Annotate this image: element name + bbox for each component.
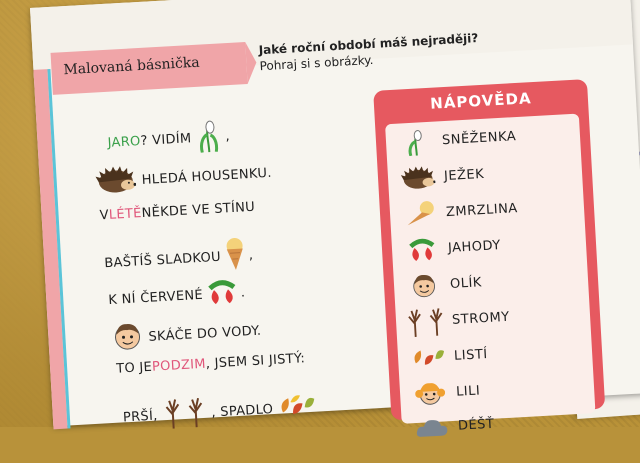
question-heading: Jaké roční období máš nejraději? (258, 31, 479, 58)
hint-item: OLÍK (397, 261, 588, 302)
instruction-text: Pohraj si s obrázky. (259, 52, 374, 74)
ice-cream-icon (393, 199, 446, 228)
poem-line-1: JARO ? VIDÍM , (107, 117, 231, 162)
poem-line-5: K NÍ ČERVENÉ . (108, 276, 247, 316)
hint-item: DÉŠŤ (405, 403, 596, 444)
poem-line-7: TO JE PODZIM , JSEM SI JISTÝ: (115, 351, 306, 377)
girl-face-icon (403, 378, 456, 409)
trees-icon (161, 395, 209, 434)
snowdrop-icon (389, 126, 442, 157)
leaves-icon (401, 343, 454, 372)
rain-cloud-icon (405, 415, 458, 440)
hint-item: SNĚŽENKA (389, 118, 580, 159)
hint-item: LISTÍ (401, 333, 592, 374)
book-page (30, 0, 640, 434)
poem-line-8: PRŠÍ, , SPADLO (122, 389, 318, 436)
boy-face-icon (397, 271, 450, 300)
hint-item: LILI (403, 369, 594, 410)
trees-icon (399, 305, 453, 338)
hedgehog-icon (95, 164, 137, 198)
hint-item: STROMY (399, 297, 590, 338)
hedgehog-icon (391, 164, 444, 191)
hint-item: JAHODY (395, 225, 586, 266)
hint-title: NÁPOVĚDA (429, 89, 533, 113)
snowdrop-icon (194, 118, 222, 157)
hint-list (385, 114, 595, 434)
strawberries-icon (395, 235, 448, 264)
strawberries-icon (205, 277, 239, 311)
poem-line-2: HLEDÁ HOUSENKU. (95, 157, 273, 199)
boy-face-icon (112, 320, 144, 356)
hint-item: JEŽEK (391, 153, 582, 194)
hint-item: ZMRZLINA (393, 189, 584, 230)
hint-panel (373, 79, 605, 434)
ice-cream-icon (223, 236, 247, 275)
leaves-icon (276, 391, 318, 425)
poem-line-3: V LÉTĚ NĚKDE VE STÍNU (99, 199, 256, 224)
poem-line-6: SKÁČE DO VODY. (112, 314, 263, 356)
section-title: Malovaná básnička (63, 54, 201, 79)
poem-line-4: BAŠTÍŠ SLADKOU , (103, 236, 254, 282)
